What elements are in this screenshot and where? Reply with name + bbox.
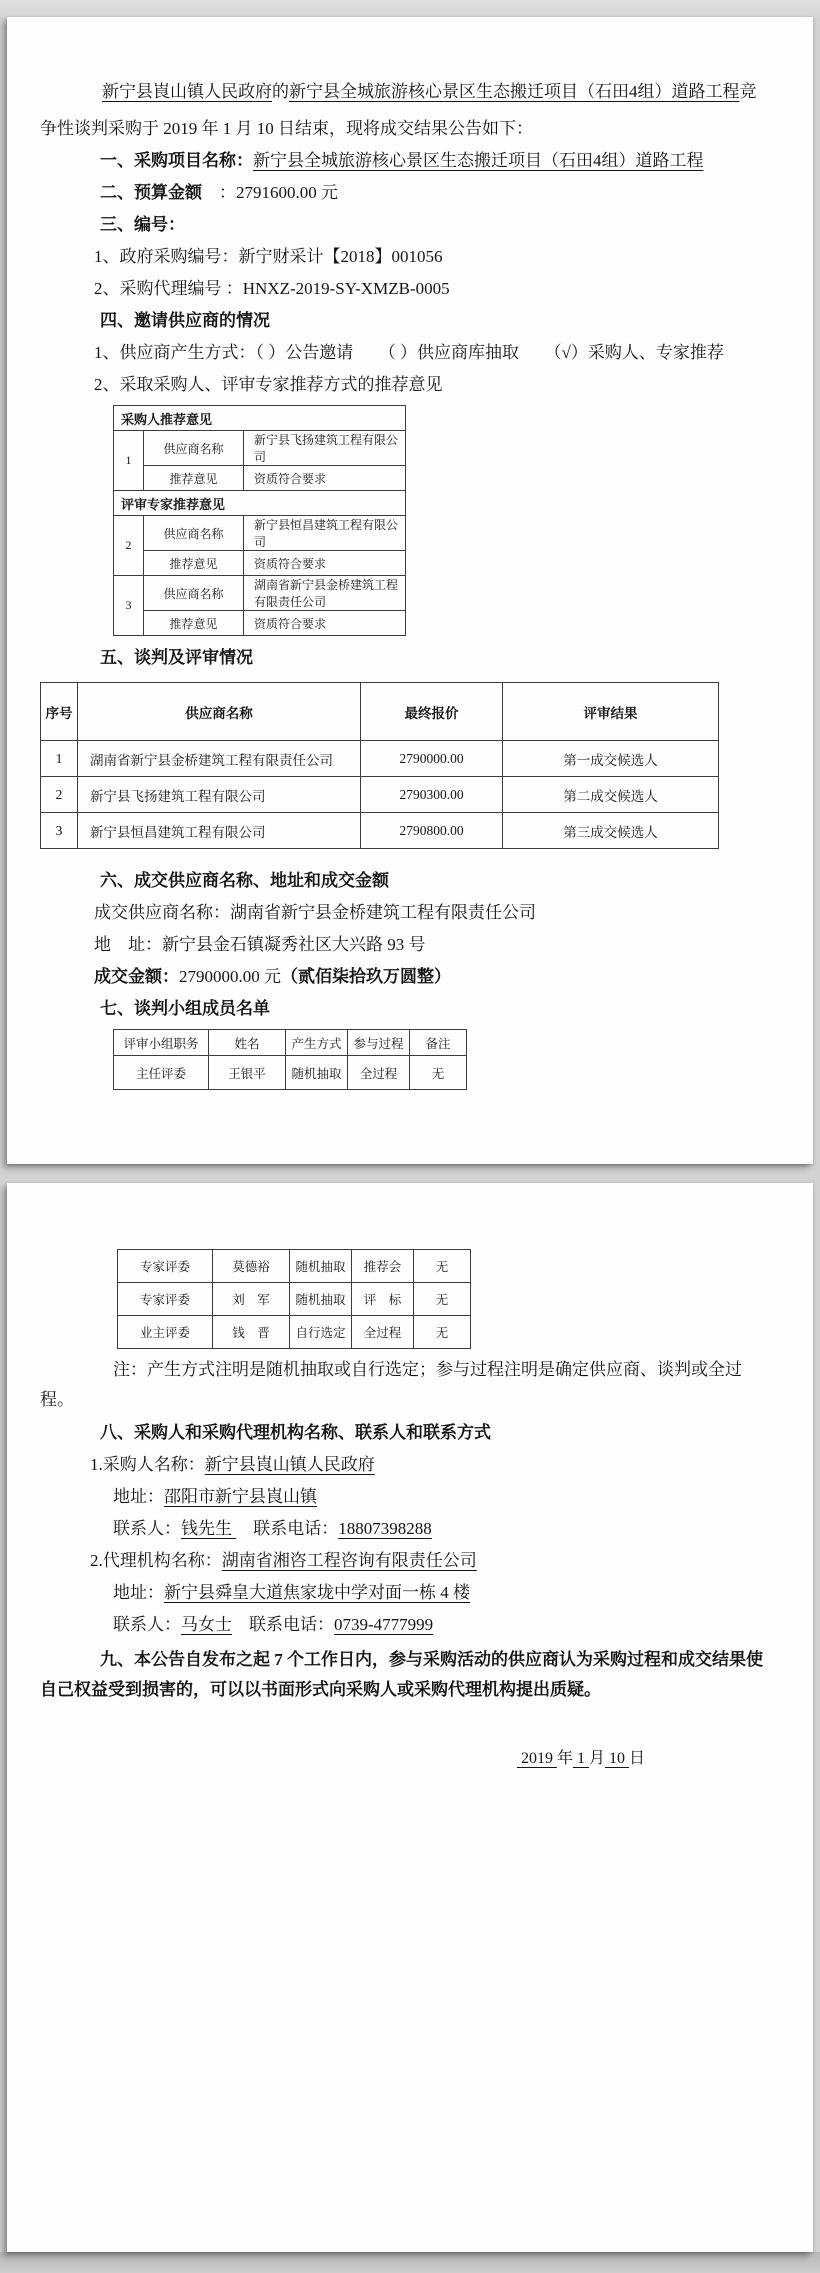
date-year: 2019 bbox=[516, 1750, 557, 1767]
cell-role: 主任评委 bbox=[114, 1056, 209, 1090]
cell-selection-method: 随机抽取 bbox=[286, 1056, 348, 1090]
gov-procurement-number-line: 1、政府采购编号：新宁财采计【2018】001056 bbox=[94, 247, 443, 266]
cell-seq: 3 bbox=[114, 576, 144, 636]
buyer-address-value: 邵阳市新宁县崀山镇 bbox=[164, 1487, 317, 1506]
date-year-unit: 年 bbox=[556, 1750, 573, 1767]
col-header-role: 评审小组职务 bbox=[114, 1030, 209, 1056]
agency-contact-line bbox=[40, 1611, 765, 1639]
col-header-selection-method: 产生方式 bbox=[286, 1030, 348, 1056]
buyer-phone-value: 18807398288 bbox=[338, 1519, 432, 1538]
cell-name: 莫德裕 bbox=[213, 1250, 290, 1283]
intro-connector: 的 bbox=[272, 82, 289, 101]
table-row bbox=[41, 777, 719, 813]
negotiation-result-table bbox=[40, 682, 719, 849]
budget-value: ：2791600.00 元 bbox=[202, 183, 338, 202]
table-row bbox=[41, 741, 719, 777]
cell-result: 第三成交候选人 bbox=[503, 813, 719, 849]
cell-remark: 无 bbox=[414, 1283, 471, 1316]
cell-supplier: 新宁县飞扬建筑工程有限公司 bbox=[78, 777, 361, 813]
table-row bbox=[41, 813, 719, 849]
deal-amount-label: 成交金额： bbox=[94, 967, 179, 986]
intro-paragraph bbox=[40, 73, 765, 147]
negotiation-review-heading: 五、谈判及评审情况 bbox=[100, 648, 253, 667]
document-page-1 bbox=[7, 17, 813, 1164]
col-header-name: 姓名 bbox=[209, 1030, 286, 1056]
table-row bbox=[114, 551, 406, 576]
buyer-contact-label: 联系人： bbox=[113, 1519, 181, 1538]
cell-remark: 无 bbox=[410, 1056, 467, 1090]
date-line bbox=[40, 1745, 765, 1768]
cell-role: 业主评委 bbox=[118, 1316, 213, 1349]
cell-price: 2790300.00 bbox=[361, 777, 503, 813]
buyer-contact-value: 钱先生 bbox=[181, 1519, 237, 1538]
buyer-phone-label: 联系电话： bbox=[236, 1519, 339, 1538]
buyer-address-label: 地址： bbox=[113, 1487, 164, 1506]
buyer-contact-line bbox=[40, 1515, 765, 1543]
table-row bbox=[118, 1316, 471, 1349]
panel-heading: 七、谈判小组成员名单 bbox=[100, 999, 270, 1018]
cell-selection-method: 随机抽取 bbox=[290, 1283, 352, 1316]
winner-address-line: 地 址：新宁县金石镇凝秀社区大兴路 93 号 bbox=[94, 935, 426, 954]
cell-name: 钱 晋 bbox=[213, 1316, 290, 1349]
project-name-label: 一、采购项目名称： bbox=[100, 151, 253, 170]
date-month: 1 bbox=[572, 1750, 589, 1767]
cell-participation: 推荐会 bbox=[352, 1250, 414, 1283]
cell-value: 新宁县飞扬建筑工程有限公司 bbox=[244, 431, 406, 466]
cell-price: 2790000.00 bbox=[361, 741, 503, 777]
budget-label: 二、预算金额 bbox=[100, 183, 202, 202]
objection-paragraph: 九、本公告自发布之起 7 个工作日内，参与采购活动的供应商认为采购过程和成交结果使自己权益受到损害的，可以以书面形式向采购人或采购代理机构提出质疑。 bbox=[40, 1650, 763, 1699]
cell-seq: 2 bbox=[114, 516, 144, 576]
project-name-line bbox=[40, 147, 765, 175]
expert-recommendation-header-cell: 评审专家推荐意见 bbox=[114, 491, 406, 516]
agency-name-label: 2.代理机构名称： bbox=[90, 1551, 222, 1570]
agency-address-label: 地址： bbox=[113, 1583, 164, 1602]
cell-participation: 评 标 bbox=[352, 1283, 414, 1316]
cell-name: 刘 军 bbox=[213, 1283, 290, 1316]
cell-label: 推荐意见 bbox=[144, 611, 244, 636]
col-header-final-price: 最终报价 bbox=[361, 683, 503, 741]
buyer-address-line bbox=[40, 1483, 765, 1511]
contacts-heading: 八、采购人和采购代理机构名称、联系人和联系方式 bbox=[100, 1423, 491, 1442]
col-header-seq: 序号 bbox=[41, 683, 78, 741]
invited-suppliers-heading: 四、邀请供应商的情况 bbox=[100, 311, 270, 330]
buyer-recommendation-header-cell: 采购人推荐意见 bbox=[114, 406, 406, 431]
cell-selection-method: 随机抽取 bbox=[290, 1250, 352, 1283]
cell-result: 第一成交候选人 bbox=[503, 741, 719, 777]
deal-amount-line bbox=[40, 963, 765, 991]
agency-name-value: 湖南省湘咨工程咨询有限责任公司 bbox=[221, 1551, 477, 1570]
agency-phone-value: 0739-4777999 bbox=[334, 1615, 434, 1634]
col-header-supplier: 供应商名称 bbox=[78, 683, 361, 741]
agency-contact-label: 联系人： bbox=[113, 1615, 181, 1634]
deal-amount-capitals: （贰佰柒拾玖万圆整） bbox=[281, 967, 451, 986]
cell-remark: 无 bbox=[414, 1316, 471, 1349]
cell-seq: 1 bbox=[41, 741, 78, 777]
table-row bbox=[114, 431, 406, 466]
intro-rest: 竞争性谈判采购于 2019 年 1 月 10 日结束，现将成交结果公告如下： bbox=[40, 82, 757, 138]
cell-label: 推荐意见 bbox=[144, 551, 244, 576]
cell-seq: 1 bbox=[114, 431, 144, 491]
col-header-participation: 参与过程 bbox=[348, 1030, 410, 1056]
table-row bbox=[114, 491, 406, 516]
table-row bbox=[118, 1250, 471, 1283]
cell-price: 2790800.00 bbox=[361, 813, 503, 849]
cell-seq: 3 bbox=[41, 813, 78, 849]
recommendation-table bbox=[113, 405, 406, 636]
cell-supplier: 湖南省新宁县金桥建筑工程有限责任公司 bbox=[78, 741, 361, 777]
col-header-remark: 备注 bbox=[410, 1030, 467, 1056]
panel-member-table bbox=[113, 1029, 467, 1090]
buyer-name-line bbox=[40, 1451, 765, 1479]
winner-name-line: 成交供应商名称：湖南省新宁县金桥建筑工程有限责任公司 bbox=[94, 903, 536, 922]
cell-supplier: 新宁县恒昌建筑工程有限公司 bbox=[78, 813, 361, 849]
table-row bbox=[114, 466, 406, 491]
deal-amount-value: 2790000.00 元 bbox=[179, 967, 281, 986]
table-header-row bbox=[114, 1030, 467, 1056]
agency-contact-value: 马女士 bbox=[181, 1615, 232, 1634]
table-row bbox=[118, 1283, 471, 1316]
buyer-name-value: 新宁县崀山镇人民政府 bbox=[204, 1455, 375, 1474]
table-header-row bbox=[41, 683, 719, 741]
cell-value: 湖南省新宁县金桥建筑工程有限责任公司 bbox=[244, 576, 406, 611]
cell-label: 推荐意见 bbox=[144, 466, 244, 491]
document-page-2 bbox=[7, 1183, 813, 2252]
date-day: 10 bbox=[604, 1750, 629, 1767]
agency-address-line bbox=[40, 1579, 765, 1607]
agency-address-value: 新宁县舜皇大道焦家垅中学对面一栋 4 楼 bbox=[164, 1583, 470, 1602]
agency-procurement-number-line: 2、采购代理编号 ：HNXZ-2019-SY-XMZB-0005 bbox=[94, 279, 450, 298]
intro-buyer-name: 新宁县崀山镇人民政府 bbox=[102, 82, 272, 101]
table-row bbox=[114, 576, 406, 611]
cell-value: 资质符合要求 bbox=[244, 551, 406, 576]
agency-phone-label: 联系电话： bbox=[232, 1615, 334, 1634]
cell-remark: 无 bbox=[414, 1250, 471, 1283]
winner-section-heading: 六、成交供应商名称、地址和成交金额 bbox=[100, 871, 389, 890]
date-day-unit: 日 bbox=[628, 1750, 645, 1767]
cell-label: 供应商名称 bbox=[144, 516, 244, 551]
cell-value: 资质符合要求 bbox=[244, 611, 406, 636]
cell-selection-method: 自行选定 bbox=[290, 1316, 352, 1349]
numbers-heading: 三、编号： bbox=[100, 215, 185, 234]
table-row bbox=[114, 516, 406, 551]
supplier-source-line: 1、供应商产生方式：（ ）公告邀请 （ ）供应商库抽取 （√）采购人、专家推荐 bbox=[94, 343, 724, 362]
cell-result: 第二成交候选人 bbox=[503, 777, 719, 813]
cell-participation: 全过程 bbox=[352, 1316, 414, 1349]
cell-name: 王银平 bbox=[209, 1056, 286, 1090]
table-row bbox=[114, 611, 406, 636]
col-header-review-result: 评审结果 bbox=[503, 683, 719, 741]
cell-role: 专家评委 bbox=[118, 1283, 213, 1316]
project-name-value: 新宁县全城旅游核心景区生态搬迁项目（石田4组）道路工程 bbox=[253, 151, 704, 170]
cell-seq: 2 bbox=[41, 777, 78, 813]
cell-label: 供应商名称 bbox=[144, 576, 244, 611]
backdrop-bottom-band bbox=[0, 2252, 820, 2273]
backdrop-top-band bbox=[0, 0, 820, 17]
recommendation-method-line: 2、采取采购人、评审专家推荐方式的推荐意见 bbox=[94, 375, 443, 394]
cell-value: 资质符合要求 bbox=[244, 466, 406, 491]
intro-project-name: 新宁县全城旅游核心景区生态搬迁项目（石田4组）道路工程 bbox=[289, 82, 740, 101]
panel-note-line: 注：产生方式注明是随机抽取或自行选定；参与过程注明是确定供应商、谈判或全过程。 bbox=[40, 1360, 742, 1409]
budget-line bbox=[40, 179, 765, 207]
cell-role: 专家评委 bbox=[118, 1250, 213, 1283]
agency-name-line bbox=[40, 1547, 765, 1575]
cell-value: 新宁县恒昌建筑工程有限公司 bbox=[244, 516, 406, 551]
table-row bbox=[114, 1056, 467, 1090]
cell-label: 供应商名称 bbox=[144, 431, 244, 466]
cell-participation: 全过程 bbox=[348, 1056, 410, 1090]
date-month-unit: 月 bbox=[588, 1750, 605, 1767]
panel-member-table-continued bbox=[117, 1249, 471, 1349]
buyer-name-label: 1.采购人名称： bbox=[90, 1455, 205, 1474]
table-row bbox=[114, 406, 406, 431]
